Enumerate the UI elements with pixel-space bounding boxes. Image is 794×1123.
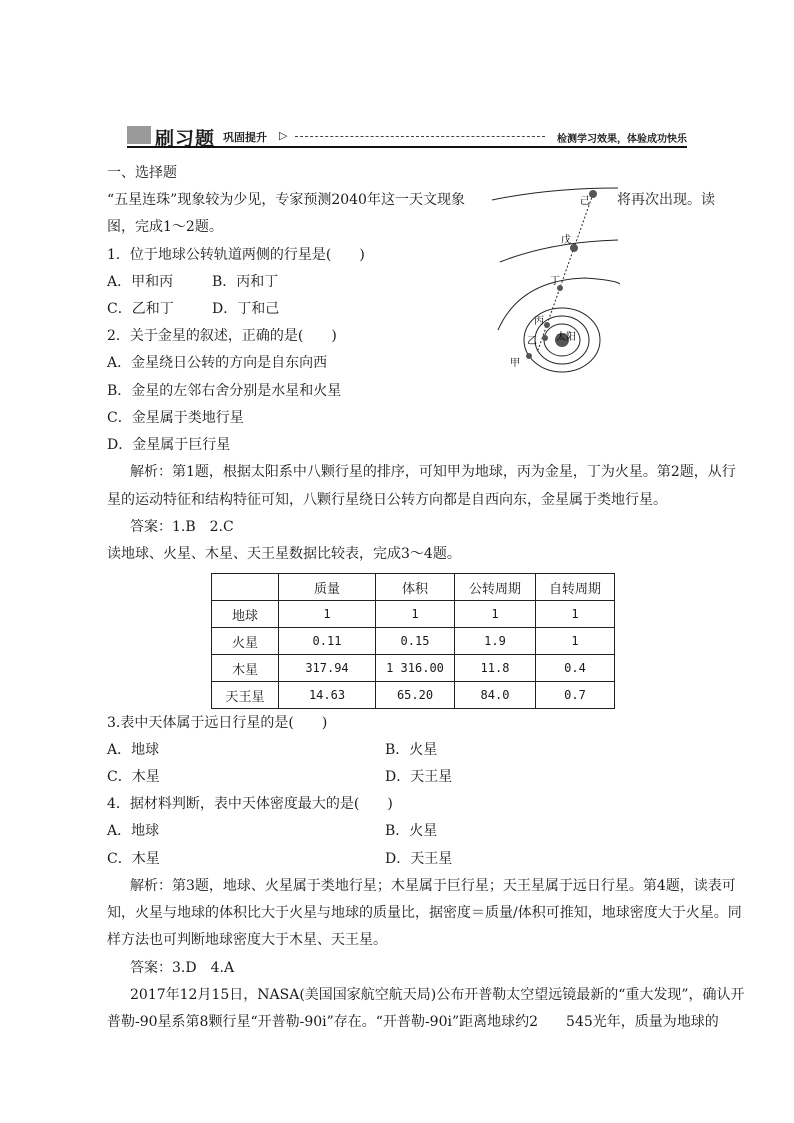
planet-ji: [589, 190, 597, 198]
orbit-ji: [492, 188, 618, 200]
q4-option-a: A．地球: [107, 823, 160, 839]
q2-stem: 2．关于金星的叙述，正确的是( ): [107, 328, 337, 344]
table-cell: 0.4: [536, 655, 615, 682]
table-cell: 地球: [212, 601, 279, 628]
table-cell: 火星: [212, 628, 279, 655]
q3-option-c: C．木星: [107, 769, 160, 785]
q3-option-a: A．地球: [107, 742, 160, 758]
passage-line-2: 普勒-90星系第8颗行星“开普勒-90i”存在。“开普勒-90i”距离地球约2 545光年，质量为地球的: [107, 1014, 719, 1030]
analysis2-line-2: 知，火星与地球的体积比大于火星与地球的质量比，据密度＝质量/体积可推知，地球密度大于火星。同: [107, 905, 742, 921]
table-cell: 1: [536, 601, 615, 628]
label-yi: 乙: [527, 336, 537, 347]
passage-line-1: 2017年12月15日，NASA(美国国家航空航天局)公布开普勒太空望远镜最新的“重大发现”，确认开: [130, 987, 745, 1003]
table-intro: 读地球、火星、木星、天王星数据比较表，完成3～4题。: [107, 546, 461, 562]
analysis1-line-1: 解析：第1题，根据太阳系中八颗行星的排序，可知甲为地球，丙为金星，丁为火星。第2题，从行: [130, 464, 736, 480]
label-bing: 丙: [534, 316, 544, 327]
table-row: [212, 601, 615, 628]
table-header-cell: 质量: [279, 574, 376, 601]
analysis1-line-2: 星的运动特征和结构特征可知，八颗行星绕日公转方向都是自西向东，金星属于类地行星。: [107, 492, 667, 508]
table-header-cell: 体积: [376, 574, 455, 601]
table-cell: 11.8: [455, 655, 536, 682]
table-cell: 1: [376, 601, 455, 628]
analysis2-line-3: 样方法也可判断地球密度大于木星、天王星。: [107, 932, 387, 948]
table-cell: 天王星: [212, 682, 279, 709]
table-cell: 84.0: [455, 682, 536, 709]
table-cell: 65.20: [376, 682, 455, 709]
q1-option-d: D．丁和己: [212, 301, 280, 317]
q4-option-c: C．木星: [107, 851, 160, 867]
header-title: 刷习题: [155, 128, 216, 150]
table-cell: 木星: [212, 655, 279, 682]
intro-line-1-right: 将再次出现。读: [617, 192, 715, 208]
q4-option-d: D．天王星: [385, 851, 453, 867]
table-cell: 0.11: [279, 628, 376, 655]
table-cell: 1.9: [455, 628, 536, 655]
table-cell: 1: [536, 628, 615, 655]
table-row: [212, 682, 615, 709]
header-bar: [127, 124, 687, 148]
answer1: 答案：1.B 2.C: [130, 519, 234, 535]
label-wu: 戊: [561, 235, 571, 246]
orbit-wu: [500, 240, 618, 262]
planet-yi: [542, 335, 548, 341]
q3-option-d: D．天王星: [385, 769, 453, 785]
q4-option-b: B．火星: [385, 823, 438, 839]
analysis2-line-1: 解析：第3题，地球、火星属于类地行星；木星属于巨行星；天王星属于远日行星。第4题，读表可: [130, 878, 736, 894]
table-cell: 0.15: [376, 628, 455, 655]
q2-option-d: D．金星属于巨行星: [107, 437, 231, 453]
header-gray-block: [127, 126, 151, 144]
planet-bing: [544, 322, 550, 328]
header-tagline: 检测学习效果，体验成功快乐: [557, 134, 687, 145]
planet-jia: [526, 353, 532, 359]
planet-data-table: [211, 573, 615, 709]
table-row: [212, 628, 615, 655]
table-header-cell: [212, 574, 279, 601]
table-cell: 14.63: [279, 682, 376, 709]
q2-option-a: A．金星绕日公转的方向是自东向西: [107, 355, 328, 371]
sun-label: 太阳: [556, 332, 576, 343]
answer2: 答案：3.D 4.A: [130, 960, 235, 976]
table-header-row: [212, 574, 615, 601]
label-ding: 丁: [550, 276, 560, 287]
intro-line-2: 图，完成1～2题。: [107, 219, 223, 235]
q2-option-b: B．金星的左邻右舍分别是水星和火星: [107, 383, 342, 399]
table-row: [212, 655, 615, 682]
q1-stem: 1．位于地球公转轨道两侧的行星是( ): [107, 247, 365, 263]
table-cell: 1 316.00: [376, 655, 455, 682]
table-header-cell: 自转周期: [536, 574, 615, 601]
q2-option-c: C．金星属于类地行星: [107, 410, 244, 426]
section-heading: 一、选择题: [107, 165, 177, 181]
table-cell: 317.94: [279, 655, 376, 682]
intro-line-1-left: “五星连珠”现象较为少见，专家预测2040年这一天文现象: [107, 192, 465, 208]
planet-wu: [570, 244, 578, 252]
solar-orbit-diagram: [490, 180, 620, 375]
table-cell: 1: [455, 601, 536, 628]
q4-stem: 4．据材料判断，表中天体密度最大的是( ): [107, 796, 393, 812]
header-rule: [127, 146, 687, 148]
table-header-cell: 公转周期: [455, 574, 536, 601]
q1-option-c: C．乙和丁: [107, 301, 174, 317]
q3-stem: 3.表中天体属于远日行星的是( ): [107, 715, 328, 731]
label-jia: 甲: [510, 358, 520, 369]
arrow-circle-icon: ▷: [279, 129, 288, 142]
header-subtitle: 巩固提升: [223, 131, 267, 144]
table-cell: 0.7: [536, 682, 615, 709]
header-dashed-line: [295, 136, 545, 137]
q1-option-a: A．甲和丙: [107, 274, 174, 290]
q1-option-b: B．丙和丁: [212, 274, 279, 290]
table-cell: 1: [279, 601, 376, 628]
q3-option-b: B．火星: [385, 742, 438, 758]
label-ji: 己: [580, 196, 590, 207]
